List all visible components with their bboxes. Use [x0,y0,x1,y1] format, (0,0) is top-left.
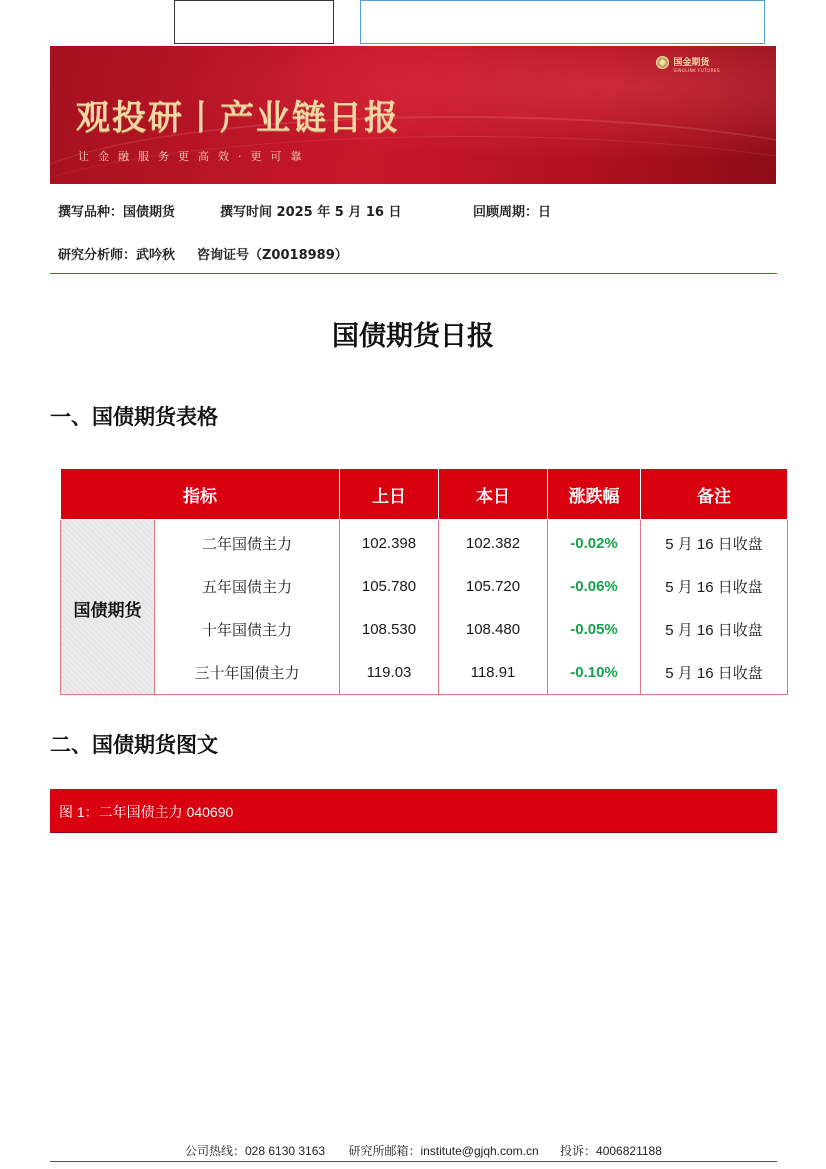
page-footer [185,1142,682,1159]
logo-name-en: SINOLINK FUTURES [673,68,720,73]
col-header-prev: 上日 [340,469,439,520]
logo-icon [656,56,669,69]
header-frame-left [174,0,334,44]
footer-divider [50,1161,777,1162]
page-title: 国债期货日报 [332,321,494,352]
section-heading-figures: 二、国债期货图文 [50,733,218,757]
footer-email: 研究所邮箱：institute@gjqh.com.cn [348,1144,539,1158]
header-divider [50,273,777,274]
bond-futures-table [60,468,788,695]
meta-analyst: 研究分析师：武吟秋 [58,248,176,263]
logo-name: 国金期货 [673,58,710,68]
row-change: -0.02% [548,520,641,566]
row-name: 十年国债主力 [155,608,340,651]
col-header-curr: 本日 [439,469,548,520]
row-name: 五年国债主力 [155,565,340,608]
section-heading-table: 一、国债期货表格 [50,405,218,429]
banner-title: 观投研丨产业链日报 [76,98,400,138]
table-row [61,608,788,651]
row-note: 5 月 16 日收盘 [641,520,788,566]
table-row [61,520,788,566]
row-note: 5 月 16 日收盘 [641,565,788,608]
row-prev: 108.530 [340,608,439,651]
row-prev: 119.03 [340,651,439,695]
report-banner [50,46,776,184]
banner-slogan: 让金融服务更高效·更可靠 [78,150,311,163]
row-curr: 108.480 [439,608,548,651]
row-curr: 102.382 [439,520,548,566]
figure-caption: 图 1：二年国债主力 040690 [59,804,234,820]
row-change: -0.06% [548,565,641,608]
row-change: -0.10% [548,651,641,695]
row-curr: 118.91 [439,651,548,695]
row-prev: 105.780 [340,565,439,608]
company-logo [656,55,720,73]
col-header-note: 备注 [641,469,788,520]
footer-complaint: 投诉：4006821188 [560,1144,662,1158]
meta-date: 撰写时间 2025 年 5 月 16 日 [220,205,402,220]
row-prev: 102.398 [340,520,439,566]
table-row [61,651,788,695]
footer-hotline: 公司热线：028 6130 3163 [185,1144,326,1158]
meta-period: 回顾周期：日 [473,205,552,220]
row-name: 三十年国债主力 [155,651,340,695]
col-header-change: 涨跌幅 [548,469,641,520]
figure-caption-bar [50,789,777,833]
row-change: -0.05% [548,608,641,651]
row-note: 5 月 16 日收盘 [641,608,788,651]
meta-variety: 撰写品种：国债期货 [58,205,176,220]
row-curr: 105.720 [439,565,548,608]
header-frame-right [360,0,765,44]
row-name: 二年国债主力 [155,520,340,566]
col-header-indicator: 指标 [61,469,340,520]
meta-license: 咨询证号（Z0018989） [197,248,348,263]
group-label: 国债期货 [61,520,155,695]
row-note: 5 月 16 日收盘 [641,651,788,695]
table-row [61,565,788,608]
